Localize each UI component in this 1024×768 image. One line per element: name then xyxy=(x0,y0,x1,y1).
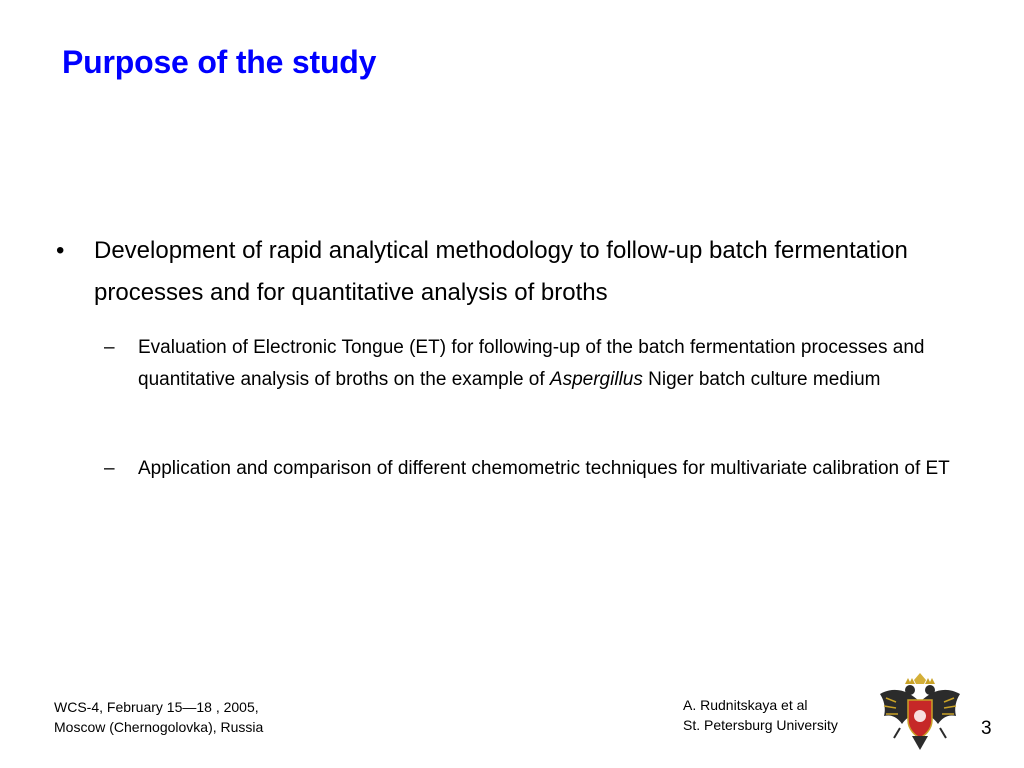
main-bullet xyxy=(56,230,936,314)
sub-bullet-text-start: Evaluation of Electronic Tongue (ET) for following-up of the batch fermentation processes and quantitative analysis of broths on the example of xyxy=(138,337,925,390)
species-name: Aspergillus xyxy=(549,369,643,390)
slide-title: Purpose of the study xyxy=(62,44,377,80)
page-number: 3 xyxy=(981,718,992,739)
dash-marker: – xyxy=(104,337,115,358)
footer-author-line2: St. Petersburg University xyxy=(683,717,838,733)
footer-author-line1: A. Rudnitskaya et al xyxy=(683,697,808,713)
dash-marker: – xyxy=(104,458,115,479)
main-bullet-text: Development of rapid analytical methodology to follow-up batch fermentation processes and for quantitative analysis of broths xyxy=(94,237,908,306)
sub-bullet-text xyxy=(138,332,954,396)
footer-conference-line1: WCS-4, February 15—18 , 2005, xyxy=(54,699,259,715)
sub-bullet-text-end: Niger batch culture medium xyxy=(642,369,881,390)
university-emblem-icon xyxy=(872,672,968,752)
sub-bullet-evaluation xyxy=(104,332,954,396)
sub-bullet-text: Application and comparison of different chemometric techniques for multivariate calibration of ET xyxy=(138,458,950,479)
sub-bullet-application xyxy=(104,453,954,485)
bullet-marker: • xyxy=(56,237,65,264)
footer-author xyxy=(683,695,838,735)
footer-conference-line2: Moscow (Chernogolovka), Russia xyxy=(54,719,264,735)
footer-conference xyxy=(54,697,263,737)
